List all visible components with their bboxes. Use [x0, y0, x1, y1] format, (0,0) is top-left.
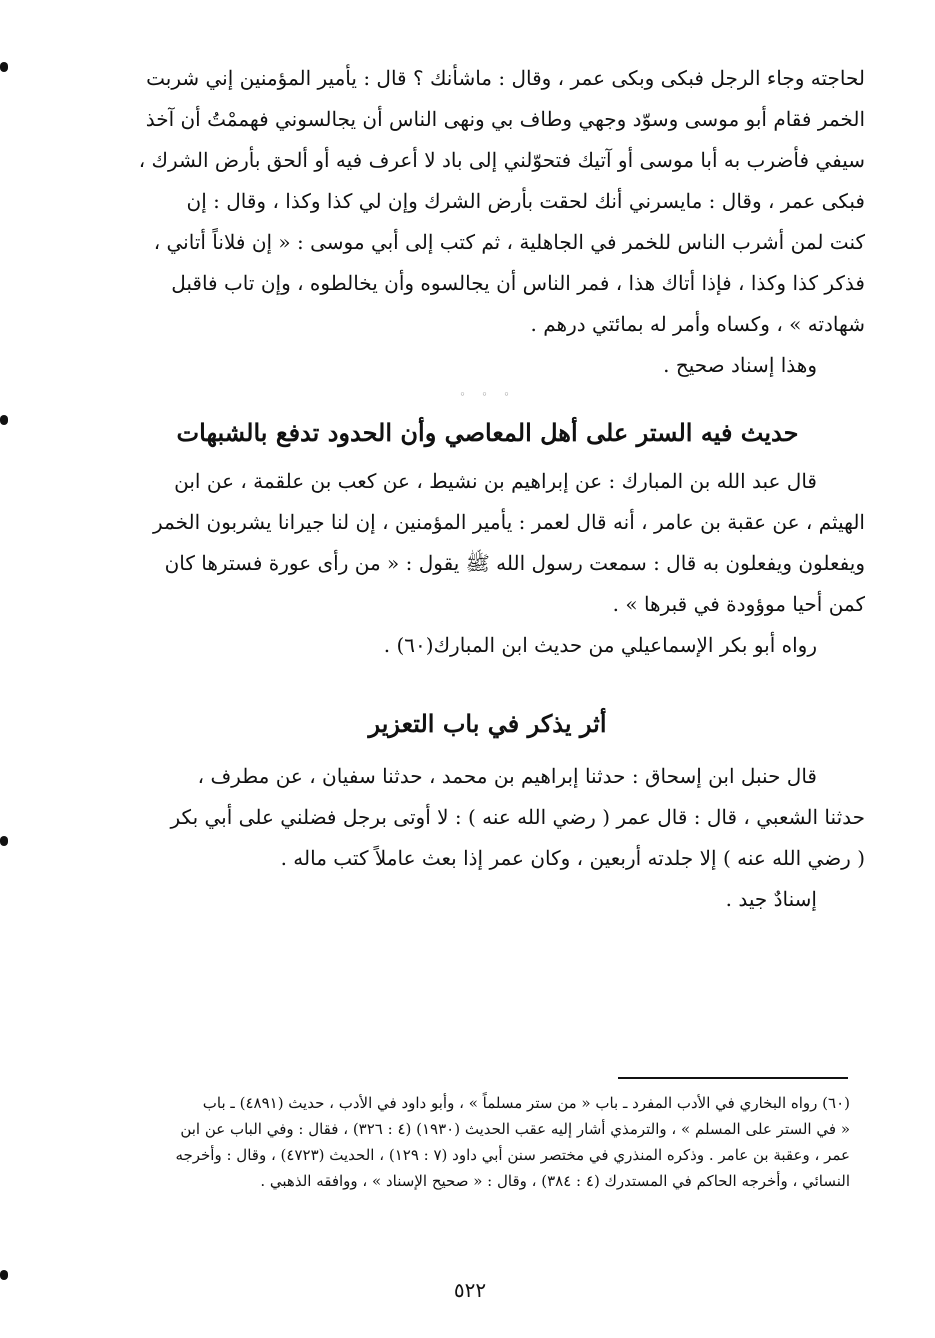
text-line: سيفي فأضرب به أبا موسى أو آتيك فتحوّلني إلى باد لا أعرف فيه أو ألحق بأرض الشرك ، — [138, 148, 865, 172]
footnote-line: النسائي ، وأخرجه الحاكم في المستدرك (٤ : ٣٨٤) ، وقال : « صحيح الإسناد » ، ووافقه الذهبي . — [260, 1172, 850, 1190]
text-line: قال حنبل ابن إسحاق : حدثنا إبراهيم بن محمد ، حدثنا سفيان ، عن مطرف ، — [197, 764, 817, 788]
text-line: قال عبد الله بن المبارك : عن إبراهيم بن نشيط ، عن كعب بن علقمة ، عن ابن — [174, 469, 817, 493]
section-separator: ◦ ◦ ◦ — [459, 388, 516, 401]
text-line: شهادته » ، وكساه وأمر له بمائتي درهم . — [530, 312, 865, 336]
paragraph-umar-narrative — [110, 58, 865, 386]
hadith-source: رواه أبو بكر الإسماعيلي من حديث ابن المبارك(٦٠) . — [383, 633, 817, 657]
footnotes — [105, 1090, 850, 1194]
page-body — [110, 58, 865, 920]
text-line: الهيثم ، عن عقبة بن عامر ، أنه قال لعمر : يأمير المؤمنين ، إن لنا جيرانا يشربون الخمر — [153, 510, 865, 534]
text-line: حدثنا الشعبي ، قال : قال عمر ( رضي الله عنه ) : لا أوتى برجل فضلني على أبي بكر — [170, 805, 865, 829]
text-line: كنت لمن أشرب الناس للخمر في الجاهلية ، ثم كتب إلى أبي موسى : « إن فلاناً أتاني ، — [153, 230, 865, 254]
text-line: ( رضي الله عنه ) إلا جلدته أربعين ، وكان عمر إذا بعث عاملاً كتب ماله . — [280, 846, 865, 870]
text-line: الخمر فقام أبو موسى وسوّد وجهي وطاف بي ونهى الناس أن يجالسوني فهممْتُ أن آخذ — [145, 107, 865, 131]
footnote-line: (٦٠) رواه البخاري في الأدب المفرد ـ باب « من ستر مسلماً » ، وأبو داود في الأدب ، حديث (٤٨٩١) ـ باب — [202, 1094, 850, 1112]
isnad-grading: وهذا إسناد صحيح . — [663, 353, 817, 377]
margin-mark-lower — [0, 836, 8, 846]
text-line: لحاجته وجاء الرجل فبكى وبكى عمر ، وقال : ماشأنك ؟ قال : يأمير المؤمنين إني شربت — [146, 66, 865, 90]
footnote-line: « في الستر على المسلم » ، والترمذي أشار إليه عقب الحديث (١٩٣٠) (٤ : ٣٢٦) ، فقال : وفي الباب عن ابن — [180, 1120, 850, 1138]
footnote-line: عمر ، وعقبة بن عامر . وذكره المنذري في مختصر سنن أبي داود (٧ : ١٢٩) ، الحديث (٤٧٢٣) ، وقال : وأخرجه — [175, 1146, 850, 1164]
margin-mark-top — [0, 62, 8, 72]
text-line: فبكى عمر ، وقال : مايسرني أنك لحقت بأرض الشرك وإن لي كذا وكذا ، وقال : إن — [186, 189, 865, 213]
paragraph-tazir — [110, 756, 865, 920]
margin-mark-middle — [0, 415, 8, 425]
section-heading-tazir: أثر يذكر في باب التعزير — [368, 709, 607, 738]
footnote-separator-rule — [618, 1077, 848, 1079]
text-line: فذكر كذا وكذا ، فإذا أتاك هذا ، فمر الناس أن يجالسوه وأن يخالطوه ، وإن تاب فاقبل — [171, 271, 865, 295]
text-line: كمن أحيا موؤودة في قبرها » . — [612, 592, 865, 616]
text-line: ويفعلون ويفعلون به قال : سمعت رسول الله ﷺ يقول : « من رأى عورة فسترها كان — [164, 551, 865, 575]
margin-mark-bottom — [0, 1270, 8, 1280]
section-heading-concealment: حديث فيه الستر على أهل المعاصي وأن الحدود تدفع بالشبهات — [176, 418, 799, 447]
paragraph-concealment-hadith — [110, 461, 865, 666]
page-number: ٥٢٢ — [453, 1278, 487, 1302]
isnad-grading: إسنادٌ جيد . — [725, 887, 817, 911]
